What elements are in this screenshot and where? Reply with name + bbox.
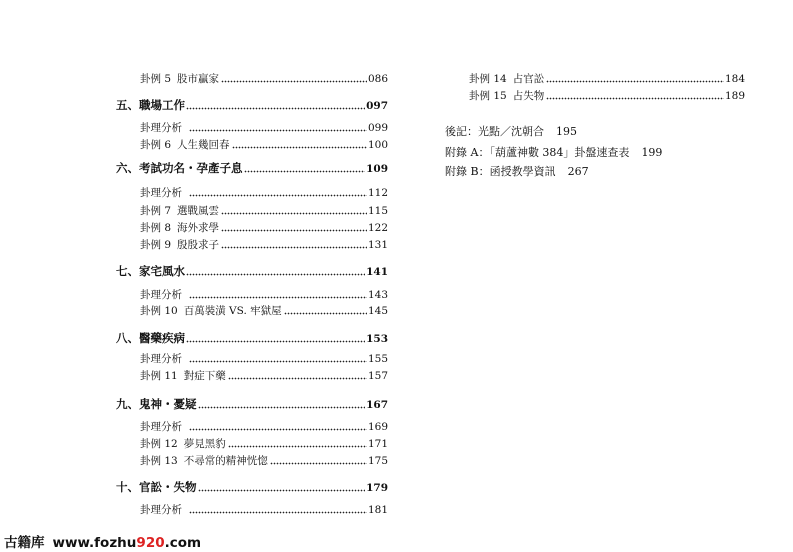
- dot-leader: [221, 223, 367, 234]
- toc-entry: [140, 436, 388, 451]
- entry-title: 百萬裝潢 VS. 牢獄屋: [183, 305, 282, 317]
- dot-leader: [232, 140, 367, 151]
- toc-entry: [140, 137, 388, 152]
- dot-leader: [189, 422, 367, 433]
- dot-leader: [189, 505, 367, 516]
- toc-entry: [140, 71, 388, 86]
- entry-label: 卦例 6: [140, 139, 172, 151]
- entry-label: 卦例 12: [140, 438, 178, 450]
- toc-chapter-entry: [116, 396, 388, 412]
- dot-leader: [198, 482, 366, 494]
- toc-entry: [140, 453, 388, 468]
- appendix-entry: [445, 163, 589, 179]
- page-number: 097: [366, 100, 388, 112]
- watermark-footer: [4, 531, 201, 551]
- dot-leader: [228, 371, 367, 382]
- toc-chapter-entry: [116, 479, 388, 495]
- page-number: 175: [367, 455, 388, 467]
- chapter-title: 九、鬼神・憂疑: [116, 397, 197, 411]
- page-number: 109: [366, 163, 388, 175]
- dot-leader: [186, 266, 365, 278]
- page-number: 171: [367, 438, 388, 450]
- appendix-title: 附錄 A：「葫蘆神數 384」卦盤速查表: [445, 146, 630, 159]
- toc-chapter-entry: [116, 160, 388, 176]
- entry-label: 卦例 8: [140, 222, 172, 234]
- page-number: 143: [367, 289, 388, 301]
- dot-leader: [270, 456, 367, 467]
- toc-entry: [140, 287, 388, 302]
- entry-label: 卦例 7: [140, 205, 172, 217]
- appendix-title: 後記：光點／沈朝合: [445, 125, 544, 138]
- entry-label: 卦例 11: [140, 370, 178, 382]
- entry-title: 殷殷求子: [177, 239, 220, 251]
- toc-entry: [140, 237, 388, 252]
- entry-title: 選戰風雲: [177, 205, 220, 217]
- page-number: 184: [724, 73, 745, 85]
- chapter-title: 八、醫藥疾病: [116, 331, 185, 345]
- page-number: 189: [724, 90, 745, 102]
- toc-entry: [469, 88, 745, 103]
- page-number: 181: [367, 504, 388, 516]
- toc-entry: [140, 351, 388, 366]
- entry-label: 卦例 15: [469, 90, 507, 102]
- page-number: 122: [367, 222, 388, 234]
- page-number: 145: [367, 305, 388, 317]
- entry-title: 股市贏家: [177, 73, 220, 85]
- toc-entry: [140, 502, 388, 517]
- dot-leader: [221, 74, 367, 85]
- chapter-title: 五、職場工作: [116, 98, 185, 112]
- dot-leader: [189, 123, 367, 134]
- entry-label: 卦理分析: [140, 122, 182, 134]
- entry-title: 夢見黑豹: [183, 438, 226, 450]
- page-number: 167: [366, 399, 388, 411]
- toc-entry: [469, 71, 745, 86]
- chapter-title: 六、考試功名・孕產子息: [116, 161, 243, 175]
- chapter-title: 七、家宅風水: [116, 264, 185, 278]
- entry-label: 卦理分析: [140, 289, 182, 301]
- entry-title: 占失物: [512, 90, 545, 102]
- dot-leader: [198, 399, 366, 411]
- appendix-title: 附錄 B：函授教學資訊: [445, 165, 556, 178]
- entry-label: 卦例 14: [469, 73, 507, 85]
- toc-entry: [140, 419, 388, 434]
- toc-chapter-entry: [116, 263, 388, 279]
- appendix-entry: [445, 123, 577, 139]
- page-number: 199: [641, 146, 663, 159]
- chapter-title: 十、官訟・失物: [116, 480, 197, 494]
- page-number: 195: [556, 125, 577, 138]
- appendix-entry: [445, 144, 662, 160]
- entry-label: 卦例 9: [140, 239, 172, 251]
- entry-title: 不尋常的精神恍惚: [183, 455, 268, 467]
- toc-entry: [140, 185, 388, 200]
- toc-chapter-entry: [116, 97, 388, 113]
- entry-label: 卦理分析: [140, 421, 182, 433]
- entry-title: 人生幾回春: [177, 139, 230, 151]
- dot-leader: [221, 240, 367, 251]
- dot-leader: [546, 91, 724, 102]
- entry-label: 卦例 10: [140, 305, 178, 317]
- toc-entry: [140, 120, 388, 135]
- toc-entry: [140, 203, 388, 218]
- page-number: 115: [367, 205, 388, 217]
- dot-leader: [221, 206, 367, 217]
- toc-entry: [140, 220, 388, 235]
- entry-label: 卦例 5: [140, 73, 172, 85]
- watermark-site: www.fozhu920.com: [52, 535, 202, 551]
- dot-leader: [244, 163, 366, 175]
- page-number: 099: [367, 122, 388, 134]
- page-number: 267: [567, 165, 589, 178]
- watermark-brand: 古籍库: [4, 535, 45, 551]
- entry-title: 對症下藥: [183, 370, 226, 382]
- dot-leader: [228, 439, 367, 450]
- page-number: 141: [366, 266, 388, 278]
- dot-leader: [284, 306, 367, 317]
- dot-leader: [186, 333, 365, 345]
- toc-chapter-entry: [116, 330, 388, 346]
- dot-leader: [189, 188, 367, 199]
- page-number: 179: [366, 482, 388, 494]
- page-number: 086: [367, 73, 388, 85]
- entry-label: 卦理分析: [140, 504, 182, 516]
- entry-label: 卦例 13: [140, 455, 178, 467]
- entry-label: 卦理分析: [140, 187, 182, 199]
- toc-entry: [140, 303, 388, 318]
- page-number: 155: [367, 353, 388, 365]
- toc-entry: [140, 368, 388, 383]
- page-number: 112: [367, 187, 388, 199]
- page-number: 169: [367, 421, 388, 433]
- page-number: 131: [367, 239, 388, 251]
- dot-leader: [189, 290, 367, 301]
- dot-leader: [186, 100, 365, 112]
- entry-label: 卦理分析: [140, 353, 182, 365]
- entry-title: 占官訟: [512, 73, 545, 85]
- page-number: 157: [367, 370, 388, 382]
- dot-leader: [546, 74, 724, 85]
- page-number: 153: [366, 333, 388, 345]
- dot-leader: [189, 354, 367, 365]
- page-number: 100: [367, 139, 388, 151]
- entry-title: 海外求學: [177, 222, 220, 234]
